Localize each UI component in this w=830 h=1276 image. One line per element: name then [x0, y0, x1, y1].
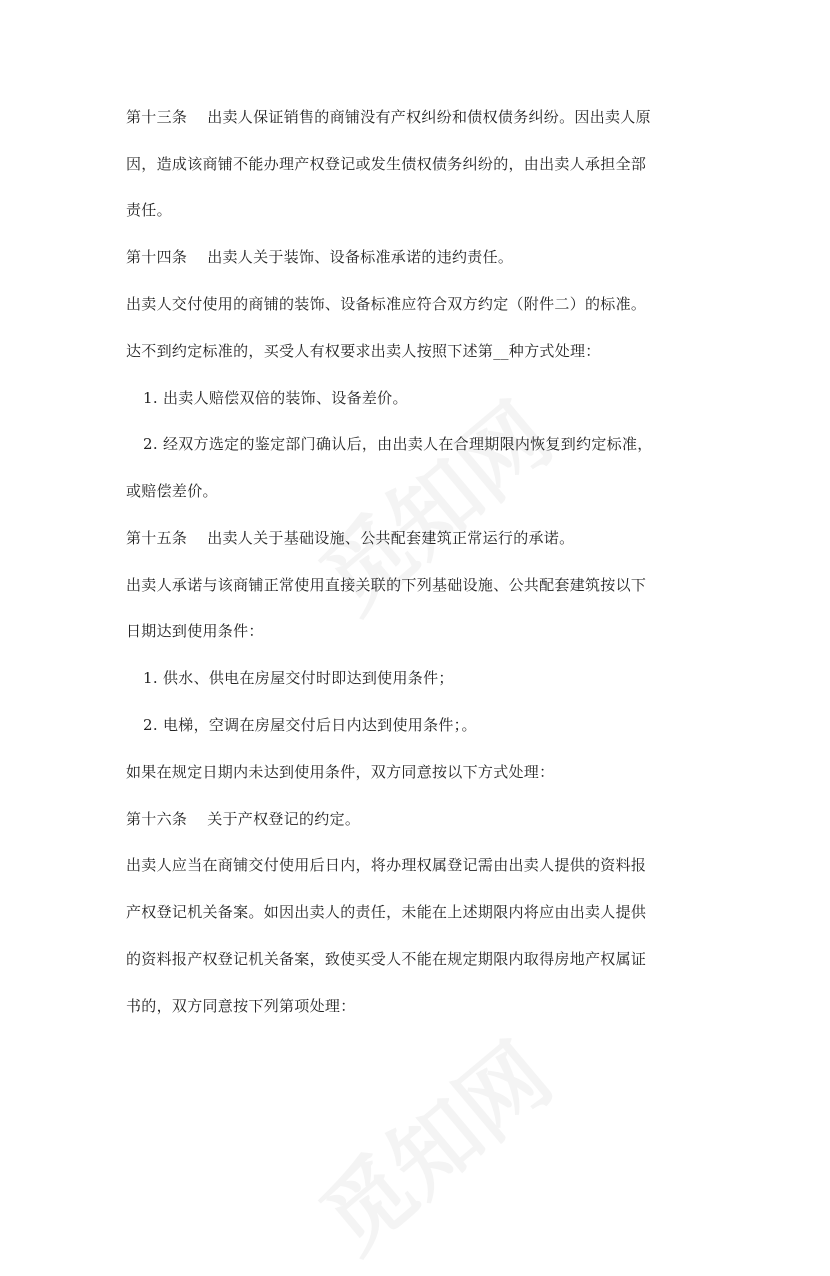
article-14-heading: 第十四条 [126, 248, 188, 266]
article-14-title-line [126, 246, 513, 268]
article-14-para-1: 出卖人交付使用的商铺的装饰、设备标准应符合双方约定（附件二）的标准。 [126, 295, 647, 313]
article-16-line-3: 的资料报产权登记机关备案，致使买受人不能在规定期限内取得房地产权属证 [126, 950, 647, 968]
article-16-line-1: 出卖人应当在商铺交付使用后日内，将办理权属登记需由出卖人提供的资料报 [126, 856, 647, 874]
article-14-item-2: 2. 经双方选定的鉴定部门确认后，由出卖人在合理期限内恢复到约定标准， [143, 435, 653, 453]
watermark [290, 1010, 573, 1276]
article-15-para-2: 如果在规定日期内未达到使用条件，双方同意按以下方式处理： [126, 763, 555, 781]
article-14-item-1: 1. 出卖人赔偿双倍的装饰、设备差价。 [143, 389, 408, 407]
article-15-title-line [126, 527, 574, 549]
article-13-heading: 第十三条 [126, 108, 188, 126]
article-16-line-2: 产权登记机关备案。如因出卖人的责任，未能在上述期限内将应由出卖人提供 [126, 903, 647, 921]
article-13-line-3: 责任。 [126, 201, 172, 219]
article-14-title: 出卖人关于装饰、设备标准承诺的违约责任。 [207, 248, 514, 266]
article-15-para-1-line-2: 日期达到使用条件： [126, 622, 264, 640]
article-13-line-1 [126, 106, 651, 128]
article-16-title: 关于产权登记的约定。 [207, 810, 361, 828]
article-16-title-line [126, 808, 360, 830]
article-13-line-2: 因，造成该商铺不能办理产权登记或发生债权债务纠纷的，由出卖人承担全部 [126, 155, 647, 173]
article-15-item-2: 2. 电梯，空调在房屋交付后日内达到使用条件；。 [143, 716, 477, 734]
article-15-para-1-line-1: 出卖人承诺与该商铺正常使用直接关联的下列基础设施、公共配套建筑按以下 [126, 576, 647, 594]
article-16-heading: 第十六条 [126, 810, 188, 828]
article-14-item-2-cont: 或赔偿差价。 [126, 482, 218, 500]
article-14-para-2: 达不到约定标准的，买受人有权要求出卖人按照下述第__种方式处理： [126, 342, 601, 360]
watermark [290, 370, 573, 636]
article-13-text: 出卖人保证销售的商铺没有产权纠纷和债权债务纠纷。因出卖人原 [207, 108, 651, 126]
article-15-heading: 第十五条 [126, 529, 188, 547]
article-16-line-4: 书的，双方同意按下列第项处理： [126, 997, 356, 1015]
article-15-title: 出卖人关于基础设施、公共配套建筑正常运行的承诺。 [207, 529, 575, 547]
article-15-item-1: 1. 供水、供电在房屋交付时即达到使用条件； [143, 669, 454, 687]
